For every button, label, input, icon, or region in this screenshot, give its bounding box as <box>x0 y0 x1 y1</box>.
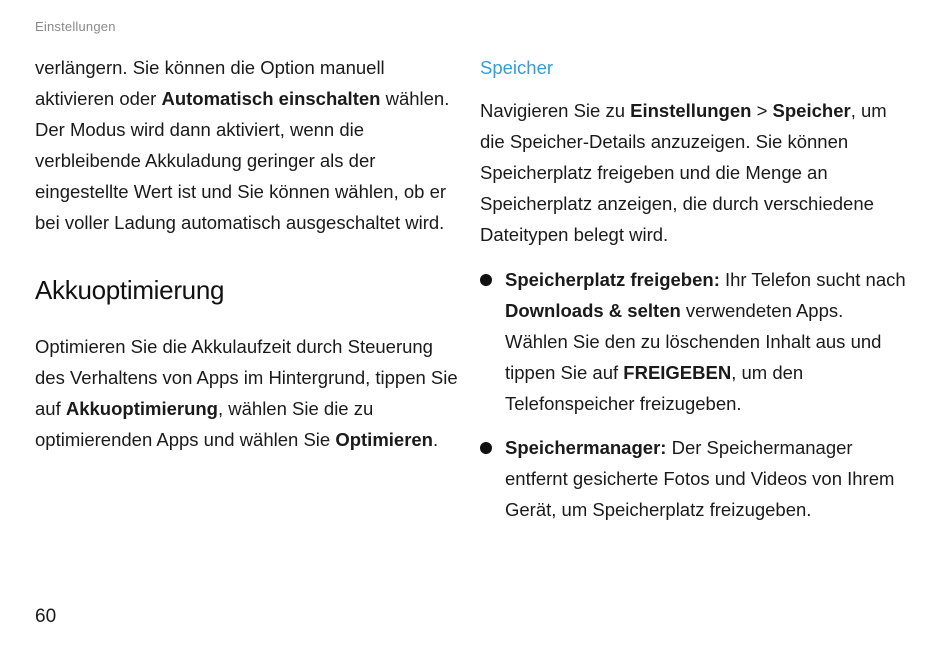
text-run: > <box>751 100 773 121</box>
text-run: Navigieren Sie zu <box>480 100 631 121</box>
running-header: Einstellungen <box>35 19 116 34</box>
storage-intro-paragraph <box>480 95 910 250</box>
settings-label: Einstellungen <box>630 100 752 121</box>
bullet-icon <box>480 274 492 286</box>
auto-enable-label: Automatisch einschalten <box>161 88 381 109</box>
text-run: . <box>433 429 439 450</box>
storage-label: Speicher <box>772 100 851 121</box>
left-column <box>35 52 460 455</box>
storage-manager-label: Speichermanager: <box>505 437 667 458</box>
section-heading-battery-optimization: Akkuoptimierung <box>35 275 225 305</box>
text-run: , um die Speicher-Details anzuzeigen. Sie können Speicherplatz freigeben und die Menge an Speicherplatz anzeigen, die durch verschiedene Dateitypen belegt wird. <box>480 100 887 245</box>
page-number: 60 <box>35 606 57 627</box>
text-run: Optimieren Sie die Akkulaufzeit durch Steuerung des Verhaltens von Apps im Hintergrund, tippen Sie auf <box>35 336 458 419</box>
optimize-label: Optimieren <box>335 429 433 450</box>
right-column <box>480 52 910 538</box>
storage-bullet-list <box>480 264 910 525</box>
bullet-icon <box>480 442 492 454</box>
subsection-heading-storage: Speicher <box>480 57 554 78</box>
battery-mode-paragraph <box>35 52 460 238</box>
text-run: , wählen Sie die zu optimierenden Apps und wählen Sie <box>35 398 374 450</box>
text-run: verwendeten Apps. Wählen Sie den zu löschenden Inhalt aus und tippen Sie auf <box>505 300 882 383</box>
free-up-space-label: Speicherplatz freigeben: <box>505 269 720 290</box>
free-up-button-label: FREIGEBEN <box>623 362 732 383</box>
text-run: verlängern. Sie können die Option manuell aktivieren oder <box>35 57 385 109</box>
downloads-rarely-label: Downloads & selten <box>505 300 681 321</box>
list-item-storage-manager <box>480 432 910 525</box>
battery-optimization-label: Akkuoptimierung <box>65 398 218 419</box>
text-run: wählen. Der Modus wird dann aktiviert, wenn die verbleibende Akkuladung geringer als der eingestellte Wert ist und Sie können wählen, ob er bei voller Ladung automatisch ausgeschaltet wird. <box>35 88 450 233</box>
text-run: , um den Telefonspeicher freizugeben. <box>505 362 804 414</box>
text-run: Der Speichermanager entfernt gesicherte Fotos und Videos von Ihrem Gerät, um Speicherplatz freizugeben. <box>505 437 895 520</box>
battery-optimization-paragraph <box>35 331 460 455</box>
text-run: Ihr Telefon sucht nach <box>719 269 906 290</box>
list-item-free-up-space <box>480 264 910 419</box>
